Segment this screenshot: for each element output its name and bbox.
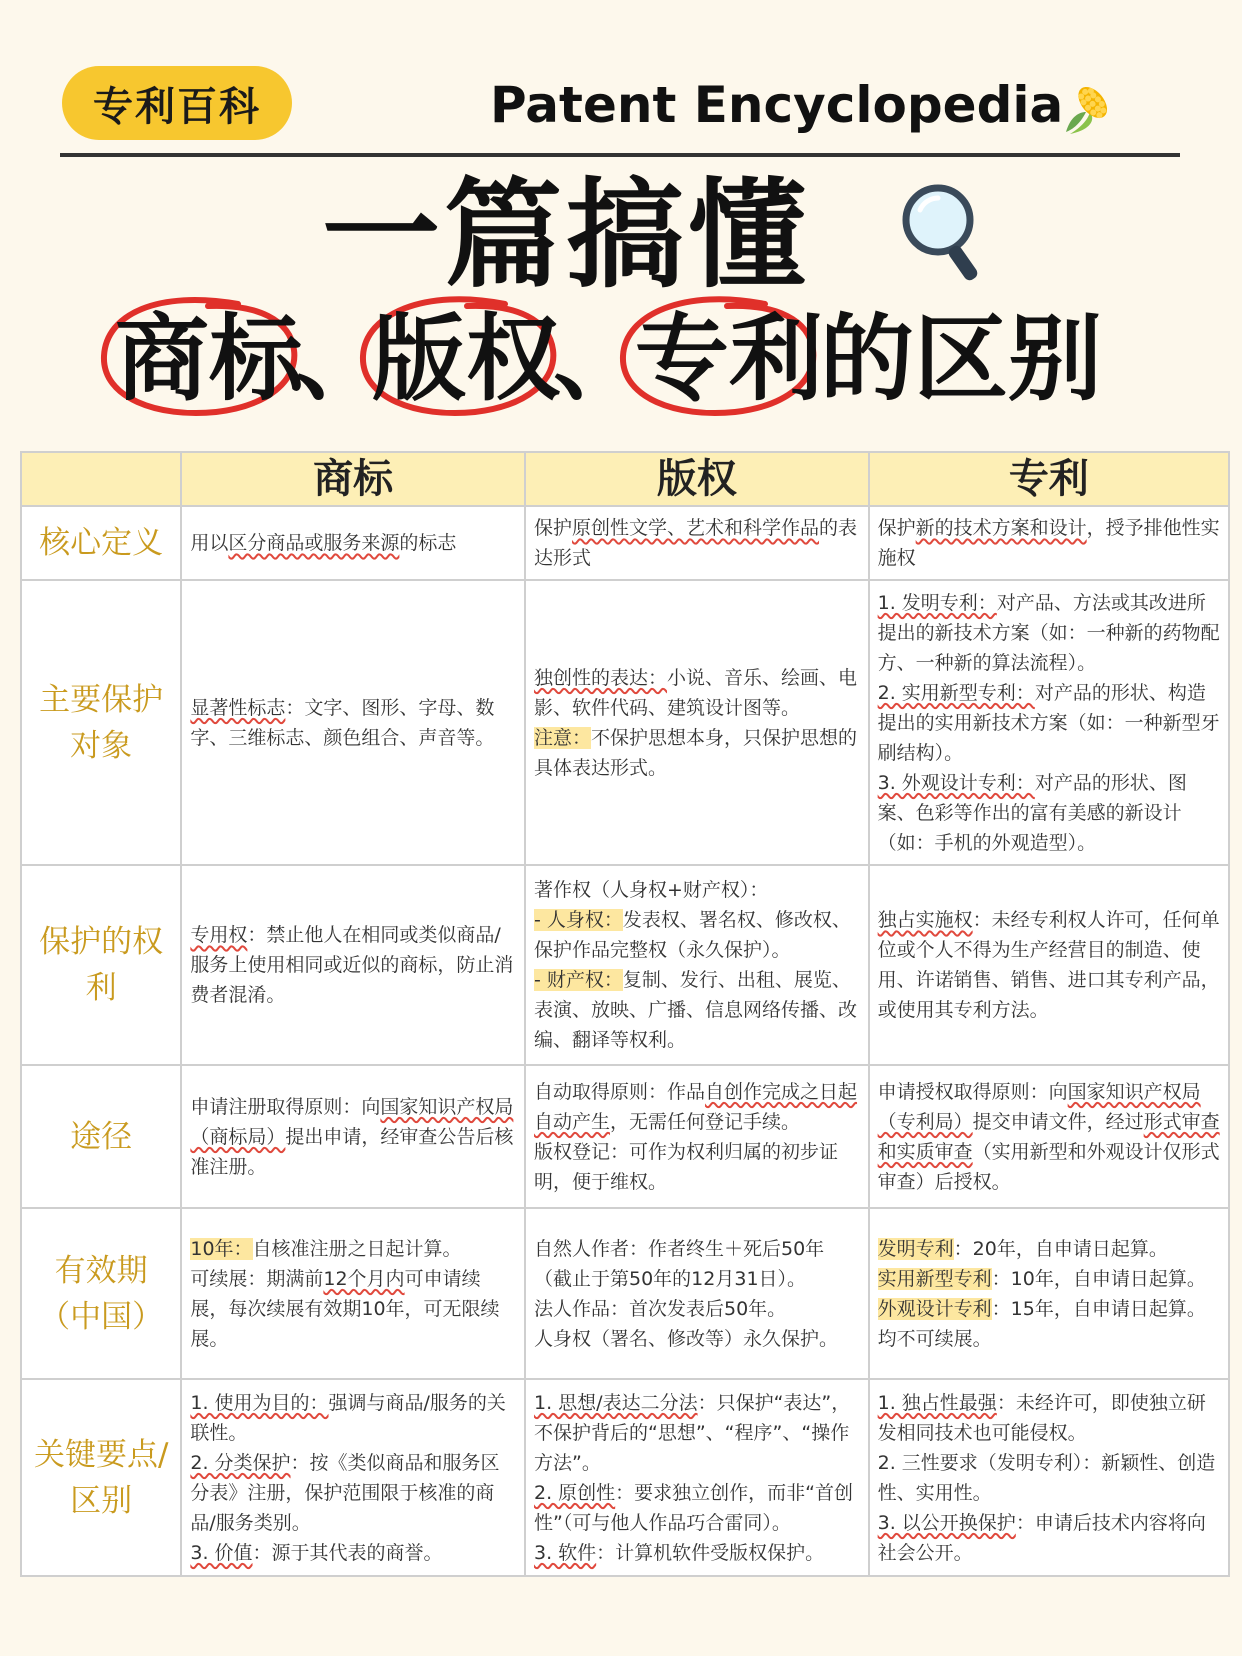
underlined-text: 3. 软件 <box>534 1541 597 1564</box>
highlighted-text: 外观设计专利 <box>877 1297 992 1320</box>
text: ：要求独立创作，而非“首创性”（可与他人作品巧合雷同）。 <box>534 1481 854 1534</box>
text: 对产品、方法或其改进所提出的新技术方案（如：一种新的药物配方、一种新的算法流程）。 <box>877 591 1220 674</box>
main-title <box>0 166 1242 304</box>
underlined-text: 2. 分类保护 <box>190 1451 291 1474</box>
cell-copyright-rights <box>525 865 869 1065</box>
text: 申请授权取得原则：向 <box>877 1080 1068 1103</box>
subtitle-patent: 专利 <box>635 305 824 414</box>
text: 对产品的形状、图案、色彩等作出的富有美感的新设计（如：手机的外观造型）。 <box>877 771 1187 854</box>
underlined-text: 形式审查和实质审查 <box>877 1110 1220 1163</box>
text: 自然人作者：作者终生＋死后50年（截止于第50年的12月31日）。 <box>534 1237 825 1290</box>
cell-trademark-rights <box>181 865 525 1065</box>
cell-copyright-objects <box>525 580 869 865</box>
text: 提交申请文件，经过 <box>972 1110 1144 1133</box>
table-row <box>21 506 1229 580</box>
highlighted-text: - 财产权： <box>534 969 623 991</box>
table-row <box>21 1065 1229 1208</box>
table-row <box>21 1379 1229 1576</box>
cell-copyright-definition <box>525 506 869 580</box>
header-corner <box>21 452 181 506</box>
underlined-text: 3. 以公开换保护 <box>877 1511 1016 1534</box>
text: 的标志 <box>399 532 457 554</box>
underlined-text: 独占实施权 <box>877 909 973 931</box>
row-head-definition: 核心定义 <box>21 506 181 580</box>
text: ：按《类似商品和服务区分表》注册，保护范围限于核准的商品/服务类别。 <box>190 1451 500 1534</box>
cell-patent-rights <box>869 865 1229 1065</box>
text: 保护 <box>534 517 573 539</box>
underlined-text: 12个月内 <box>323 1267 405 1290</box>
underlined-text: 1. 使用为目的： <box>190 1391 329 1414</box>
text: 人身权（署名、修改等）永久保护。 <box>534 1327 839 1350</box>
text: 发表权、署名权、修改权、保护作品完整权（永久保护）。 <box>534 909 851 961</box>
text: ：计算机软件受版权保护。 <box>596 1541 825 1564</box>
text: 用以 <box>190 532 229 554</box>
cell-patent-objects <box>869 580 1229 865</box>
main-title-text: 一篇搞懂 <box>321 166 810 304</box>
text: ：文字、图形、字母、数字、三维标志、颜色组合、声音等。 <box>190 696 495 749</box>
underlined-text: 新的技术方案和设计 <box>915 517 1087 539</box>
row-head-validity: 有效期（中国） <box>21 1208 181 1379</box>
highlighted-text: 注意： <box>534 726 592 749</box>
text: ，无需任何登记手续。 <box>610 1110 801 1133</box>
cell-trademark-keypoints <box>181 1379 525 1576</box>
cell-patent-definition <box>869 506 1229 580</box>
header-divider <box>60 153 1180 157</box>
cell-copyright-keypoints <box>525 1379 869 1576</box>
text: 著作权（人身权+财产权）： <box>534 879 769 901</box>
text: 复制、发行、出租、展览、表演、放映、广播、信息网络传播、改编、翻译等权利。 <box>534 969 858 1051</box>
underlined-text: 2. 原创性 <box>534 1481 616 1504</box>
highlighted-text: 实用新型专利 <box>877 1267 992 1290</box>
highlighted-text: 发明专利 <box>877 1237 954 1260</box>
text: ，授予排他性实施权 <box>877 517 1220 569</box>
text: ：只保护“表达”，不保护背后的“思想”、“程序”、“操作方法”。 <box>534 1391 851 1474</box>
highlighted-text: - 人身权： <box>534 909 623 931</box>
underlined-text: 专用权 <box>190 924 248 946</box>
text: 强调与商品/服务的关联性。 <box>190 1391 506 1444</box>
subtitle-trademark: 商标 <box>115 305 304 414</box>
subtitle-tail: 的区别 <box>820 305 1103 414</box>
brand-title: Patent Encyclopedia <box>490 76 1064 134</box>
underlined-text: 自创作完成之日起自动产生 <box>534 1080 858 1133</box>
comparison-table <box>20 451 1230 1577</box>
row-head-rights: 保护的权利 <box>21 865 181 1065</box>
column-header-patent: 专利 <box>869 452 1229 506</box>
text: 不保护思想本身，只保护思想的具体表达形式。 <box>534 726 858 779</box>
text: 自核准注册之日起计算。 <box>252 1237 462 1260</box>
text: ：申请后技术内容将向社会公开。 <box>877 1511 1206 1564</box>
cell-trademark-validity <box>181 1208 525 1379</box>
text: 保护 <box>877 517 916 539</box>
text: 版权登记：可作为权利归属的初步证明，便于维权。 <box>534 1140 839 1193</box>
table-row <box>21 580 1229 865</box>
table-row <box>21 865 1229 1065</box>
text: 法人作品：首次发表后50年。 <box>534 1297 787 1320</box>
text: ：源于其代表的商誉。 <box>252 1541 443 1564</box>
row-head-keypoints: 关键要点/区别 <box>21 1379 181 1576</box>
cell-patent-validity <box>869 1208 1229 1379</box>
text: 小说、音乐、绘画、电影、软件代码、建筑设计图等。 <box>534 666 858 719</box>
text: 提出申请，经审查公告后核准注册。 <box>190 1125 514 1178</box>
underlined-text: 独创性的表达： <box>534 666 668 689</box>
underlined-text: 国家知识产权局（商标局） <box>190 1095 514 1148</box>
text: 自动取得原则：作品 <box>534 1080 706 1103</box>
text: 对产品的形状、构造提出的实用新技术方案（如：一种新型牙刷结构）。 <box>877 681 1220 764</box>
magnifier-icon <box>898 180 990 290</box>
column-header-trademark: 商标 <box>181 452 525 506</box>
highlighted-text: 10年： <box>190 1237 253 1260</box>
text: ：10年，自申请日起算。 <box>991 1267 1206 1290</box>
category-badge: 专利百科 <box>62 66 292 140</box>
underlined-text: 1. 思想/表达二分法 <box>534 1391 698 1414</box>
underlined-text: 显著性标志 <box>190 696 286 719</box>
subtitle-copyright: 版权 <box>372 305 561 414</box>
subtitle-sep-2: 、 <box>553 305 648 414</box>
text: 均不可续展。 <box>877 1327 992 1350</box>
row-head-path: 途径 <box>21 1065 181 1208</box>
underlined-text: 1. 发明专利： <box>877 591 997 614</box>
cell-patent-keypoints <box>869 1379 1229 1576</box>
underlined-text: 1. 独占性最强 <box>877 1391 997 1414</box>
underlined-text: 国家知识产权局（专利局） <box>877 1080 1201 1133</box>
text: ：20年，自申请日起算。 <box>953 1237 1168 1260</box>
row-head-objects: 主要保护对象 <box>21 580 181 865</box>
cell-trademark-objects <box>181 580 525 865</box>
underlined-text: 区分商品或服务来源 <box>228 532 400 554</box>
text: 可续展：期满前 <box>190 1267 324 1290</box>
underlined-text: 2. 实用新型专利： <box>877 681 1035 704</box>
cell-trademark-definition <box>181 506 525 580</box>
subtitle-sep-1: 、 <box>295 305 390 414</box>
text: 2. 三性要求（发明专利）：新颖性、创造性、实用性。 <box>877 1451 1216 1504</box>
underlined-text: 原创性文学、艺术和科学作品 <box>572 517 820 539</box>
cell-trademark-path <box>181 1065 525 1208</box>
header <box>0 0 1242 160</box>
text: 的表达形式 <box>534 517 858 569</box>
table-header-row <box>21 452 1229 506</box>
cell-copyright-path <box>525 1065 869 1208</box>
text: ：未经许可，即使独立研发相同技术也可能侵权。 <box>877 1391 1206 1444</box>
underlined-text: 3. 价值 <box>190 1541 253 1564</box>
cell-copyright-validity <box>525 1208 869 1379</box>
text: ：15年，自申请日起算。 <box>991 1297 1206 1320</box>
text: 可申请续展，每次续展有效期10年，可无限续展。 <box>190 1267 500 1350</box>
text: 申请注册取得原则：向 <box>190 1095 381 1118</box>
column-header-copyright: 版权 <box>525 452 869 506</box>
corn-icon <box>1060 82 1116 138</box>
text: （实用新型和外观设计仅形式审查）后授权。 <box>877 1140 1220 1193</box>
text: ：禁止他人在相同或类似商品/服务上使用相同或近似的商标，防止消费者混淆。 <box>190 924 514 1006</box>
cell-patent-path <box>869 1065 1229 1208</box>
table-row <box>21 1208 1229 1379</box>
underlined-text: 3. 外观设计专利： <box>877 771 1035 794</box>
text: ：未经专利权人许可，任何单位或个人不得为生产经营目的制造、使用、许诺销售、销售、进口其专利产品，或使用其专利方法。 <box>877 909 1220 1021</box>
